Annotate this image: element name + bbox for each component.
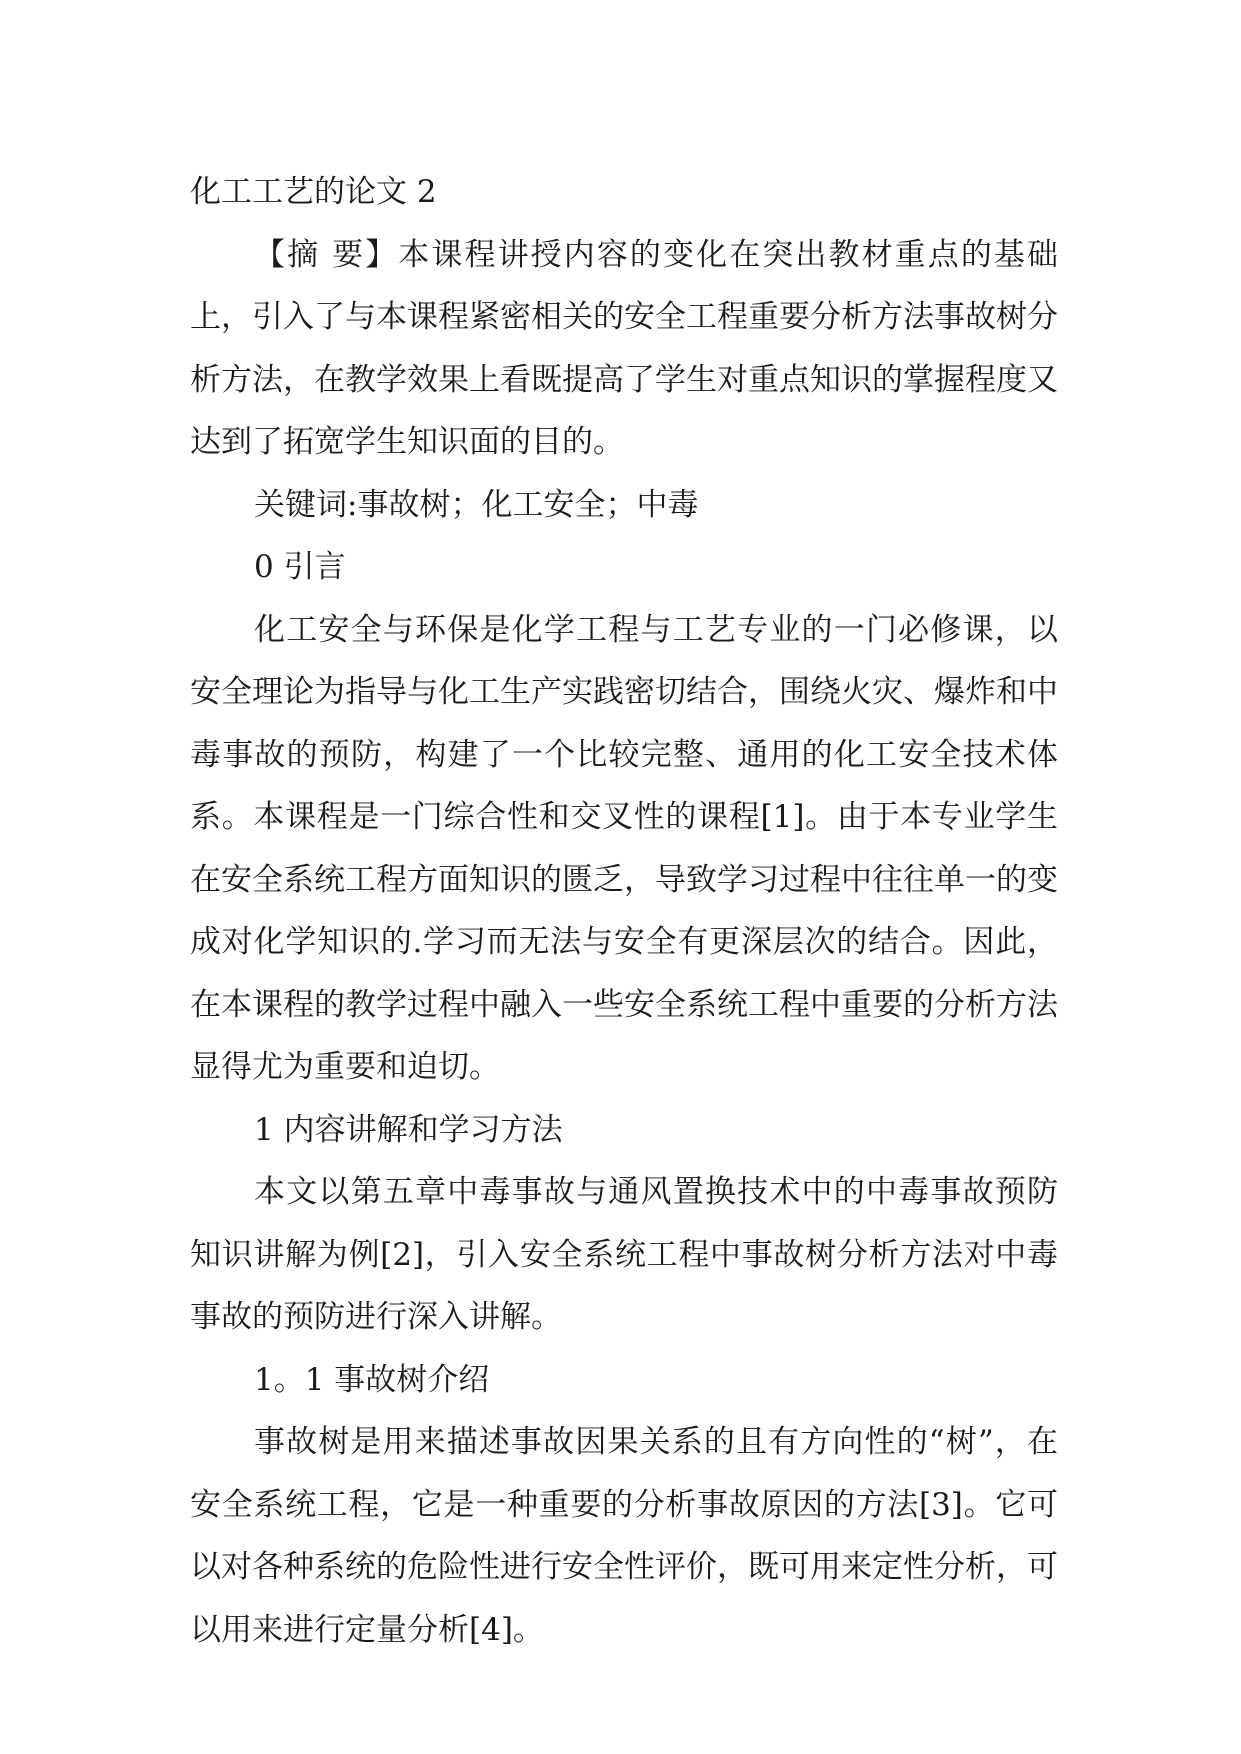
- fault-tree-paragraph: 事故树是用来描述事故因果关系的且有方向性的“树”，在安全系统工程，它是一种重要的分析事故原因的方法[3]。它可以对各种系统的危险性进行安全性评价，既可用来定性分析，可以用来进行定量分析[4]。: [190, 1424, 1058, 1648]
- abstract-paragraph: 【摘 要】本课程讲授内容的变化在突出教材重点的基础上，引入了与本课程紧密相关的安全工程重要分析方法事故树分析方法，在教学效果上看既提高了学生对重点知识的掌握程度又达到了拓宽学生知识面的目的。: [190, 236, 1058, 460]
- document-title: 化工工艺的论文 2: [190, 174, 437, 210]
- keywords-line: 关键词:事故树；化工安全；中毒: [254, 486, 699, 523]
- document-page: [190, 161, 1058, 1661]
- section-heading-introduction: 0 引言: [254, 549, 346, 585]
- introduction-paragraph: 化工安全与环保是化学工程与工艺专业的一门必修课，以安全理论为指导与化工生产实践密切结合，围绕火灾、爆炸和中毒事故的预防，构建了一个比较完整、通用的化工安全技术体系。本课程是一门综合性和交叉性的课程[1]。由于本专业学生在安全系统工程方面知识的匮乏，导致学习过程中往往单一的变成对化学知识的.学习而无法与安全有更深层次的结合。因此，在本课程的教学过程中融入一些安全系统工程中重要的分析方法显得尤为重要和迫切。: [190, 611, 1058, 1085]
- section-heading-content: 1 内容讲解和学习方法: [254, 1111, 563, 1148]
- subsection-heading-fault-tree: 1。1 事故树介绍: [254, 1361, 490, 1398]
- content-paragraph: 本文以第五章中毒事故与通风置换技术中的中毒事故预防知识讲解为例[2]，引入安全系统工程中事故树分析方法对中毒事故的预防进行深入讲解。: [190, 1174, 1058, 1335]
